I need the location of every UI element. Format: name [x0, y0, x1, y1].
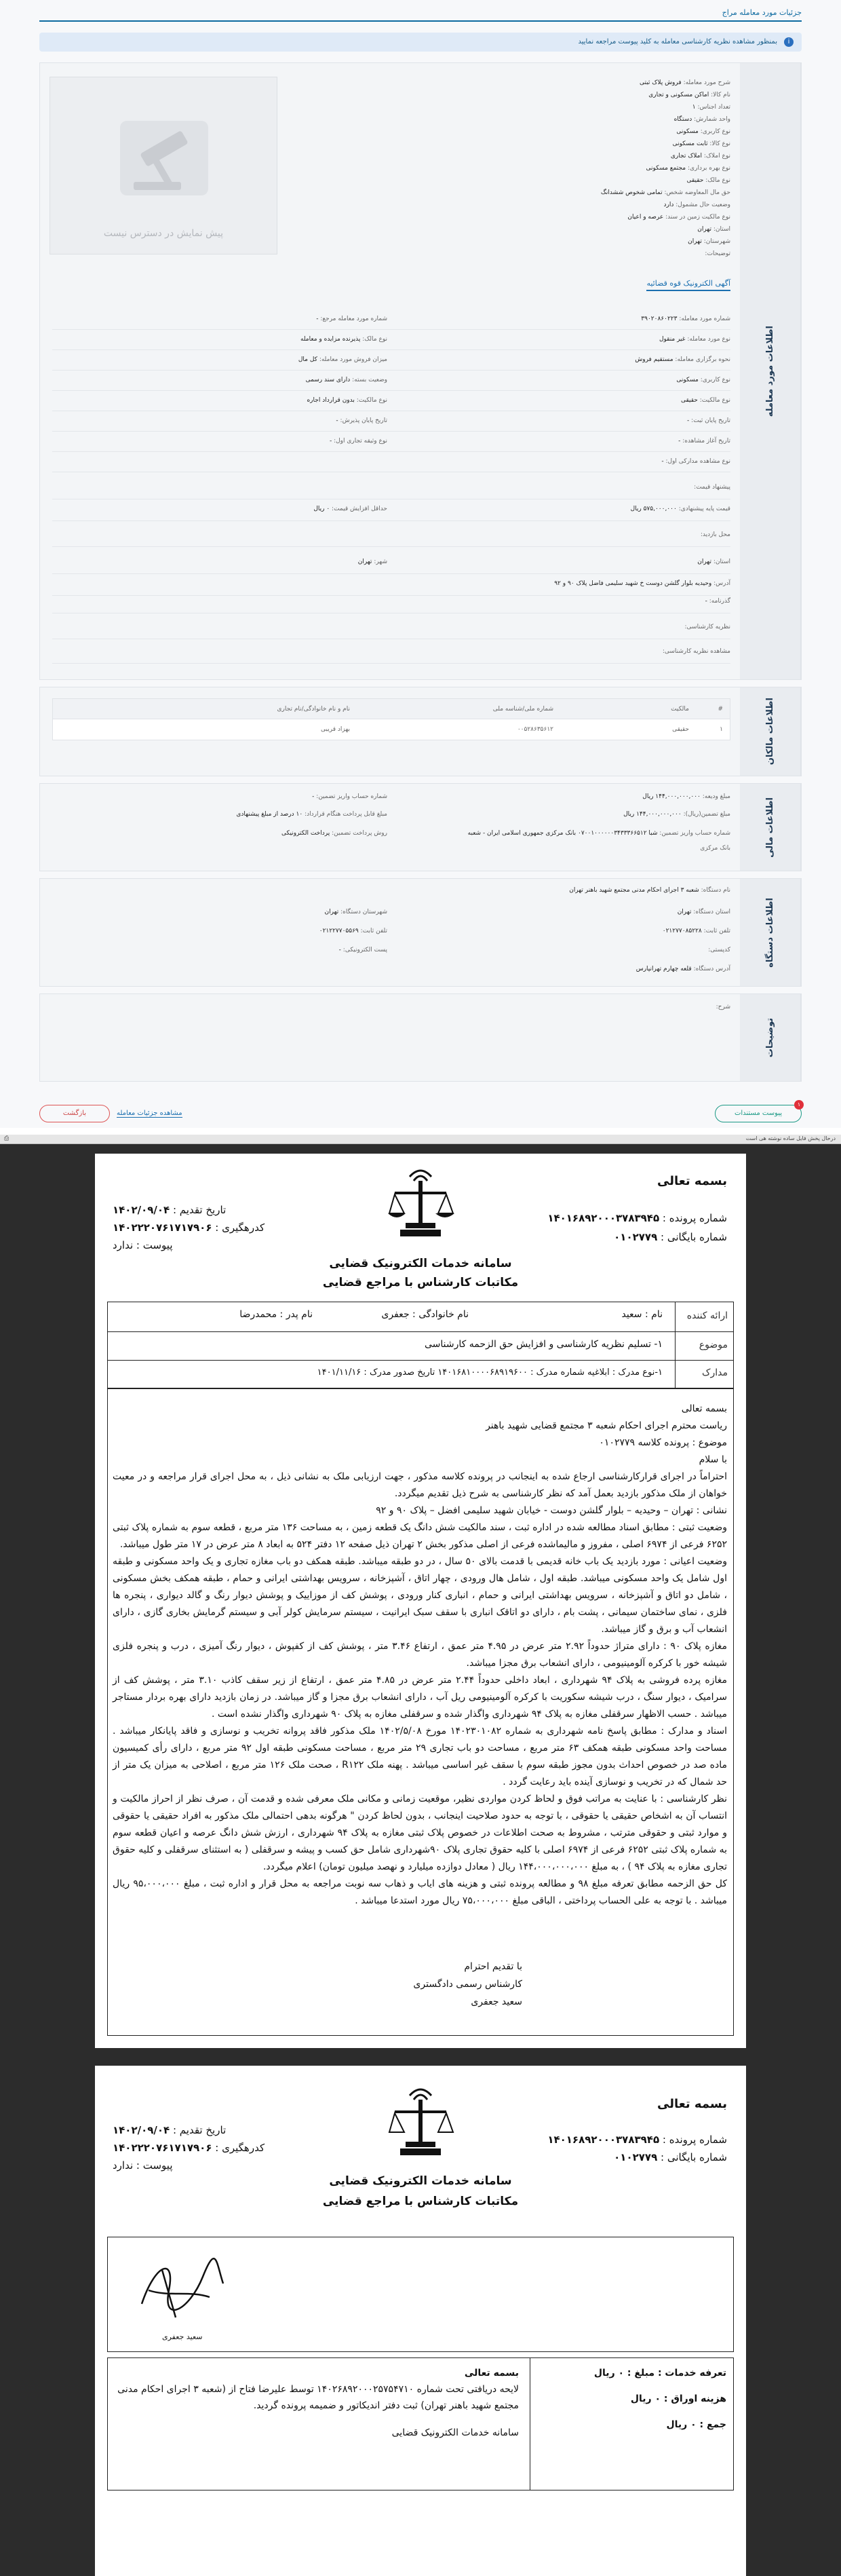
letter-org-2: سامانه خدمات الکترونیک قضایی	[329, 2174, 512, 2188]
submitter-name: نام : سعید	[621, 1309, 663, 1320]
finance-field: روش پرداخت تضمین: پرداخت الکترونیکی	[281, 830, 387, 837]
submitter-row	[108, 1302, 733, 1332]
owner-type: حقیقی	[672, 726, 689, 733]
deal-field: تاریخ پایان پذیرش: -	[336, 417, 387, 424]
divider	[52, 329, 730, 330]
owners-col-index: #	[718, 706, 723, 713]
breadcrumb-divider	[39, 20, 802, 22]
agency-name: نام دستگاه: شعبه ۳ اجرای احکام مدنی مجتمع شهید باهنر تهران	[569, 887, 730, 894]
deal-extra-field: محل بازدید:	[700, 531, 730, 538]
property-detail-item: نام کالا: اماکن مسکونی و تجاری	[648, 92, 730, 98]
toolbar-text: درحال پخش فایل ساده نوشته هی است	[745, 1135, 836, 1141]
table-row	[53, 719, 730, 740]
letter-paragraph: احتراماً در اجرای قرارکارشناسی ارجاع شده به اینجانب در پرونده کلاسه مذکور ، جهت ارزیابی ملک به نشانی ذیل ، به محل اجرای قرار مراجعه و در معیت خواهان از ملک مذکور بازدید بعمل آمد که نظر کارشناسی به شرح ذیل تقدیم میگردد.	[113, 1471, 727, 1499]
deal-field: نحوه برگزاری معامله: مستقیم فروش	[635, 356, 730, 363]
divider	[52, 431, 730, 432]
detail-page	[0, 0, 841, 1128]
case-number-2: شماره پرونده : ۱۴۰۱۶۸۹۲۰۰۰۳۷۸۳۹۴۵	[547, 2134, 727, 2146]
tracking-code: کدرهگیری : ۱۴۰۲۲۲۰۷۶۱۷۱۷۹۰۶	[113, 1221, 265, 1234]
attachment-status-2: پیوست : ندارد	[113, 2159, 173, 2172]
deal-extra-field: آدرس: وحیدیه بلوار گلشن دوست خ شهید سلیمی فاضل پلاک ۹۰ و ۹۲	[554, 580, 730, 587]
property-detail-item: شرح مورد معامله: فروش پلاک ثبتی	[639, 79, 730, 86]
property-detail-item: نوع کاربری: مسکونی	[676, 128, 730, 135]
deal-field: وضعیت بسته: دارای سند رسمی	[305, 377, 387, 383]
info-icon: i	[784, 37, 794, 47]
deal-field: تاریخ آغاز مشاهده: -	[678, 438, 730, 444]
deal-field: نوع مالک: پذیرنده مزایده و معامله	[300, 336, 387, 343]
signature-image	[128, 2250, 230, 2324]
receipt-title: بسمه تعالی	[464, 2368, 519, 2379]
fees-line: تعرفه خدمات : مبلغ : ۰ ریال	[593, 2368, 726, 2379]
owners-table-header	[53, 699, 730, 719]
owner-name: بهزاد قریبی	[321, 726, 350, 733]
notes-label: شرح:	[716, 1004, 730, 1010]
receipt-text: لایحه دریافتی تحت شماره ۱۴۰۲۶۸۹۲۰۰۰۲۵۷۵۴۷۱۰ توسط علیرضا فتاح از (شعبه ۳ اجرای احکام مدنی مجتمع شهید باهنر تهران) ثبت دفتر اندیکاتور و ضمیمه پرونده گردید.	[117, 2384, 519, 2411]
deal-field: شماره مورد معامله: ۳۹۰۲۰۸۶۰۲۲۳	[641, 316, 730, 322]
finance-field: بانک مرکزی	[700, 845, 730, 852]
case-number: شماره پرونده : ۱۴۰۱۶۸۹۲۰۰۰۳۷۸۳۹۴۵	[547, 1212, 727, 1224]
subject-text: ۱- تسلیم نظریه کارشناسی و افزایش حق الزحمه کارشناسی	[424, 1339, 663, 1350]
docs-label: مدارک	[675, 1361, 733, 1388]
deal-extra-field: قیمت پایه پیشنهادی: ۵۷۵,۰۰۰,۰۰۰ ریال	[630, 506, 730, 512]
divider	[52, 573, 730, 574]
agency-field: پست الکترونیکی: -	[338, 947, 387, 953]
receipt-content	[115, 2365, 519, 2441]
letter-paragraph: موضوع : پرونده کلاسه ۰۱۰۲۷۷۹	[599, 1437, 727, 1448]
property-detail-item: تعداد اجناس: ۱	[692, 104, 730, 111]
letter-org-sub: مکاتبات کارشناس با مراجع قضایی	[322, 1276, 519, 1289]
deal-extra-field: حداقل افزایش قیمت: ۰ ریال	[313, 506, 387, 512]
agency-field: کدپستی:	[708, 947, 730, 953]
alert-text: بمنظور مشاهده نظریه کارشناسی معامله به کلید پیوست مراجعه نمایید	[578, 38, 777, 45]
finance-panel	[39, 783, 802, 871]
owners-table	[52, 698, 730, 740]
owners-col-id: شماره ملی/شناسه ملی	[492, 706, 553, 713]
deal-extra-field: گذرنامه: -	[705, 598, 730, 605]
divider	[52, 390, 730, 391]
agency-panel	[39, 878, 802, 987]
deal-field: شماره مورد معامله مرجع: -	[316, 316, 387, 322]
divider	[52, 451, 730, 452]
toolbar-icon[interactable]: ⎙	[4, 1135, 9, 1142]
attachments-label: پیوست مستندات	[734, 1110, 783, 1117]
docs-text: ۱-نوع مدرک : ابلاغیه شماره مدرک : ۱۴۰۱۶۸۱۰۰۰۰۶۸۹۱۹۶۰۰ تاریخ صدور مدرک : ۱۴۰۱/۱۱/۱۶	[317, 1367, 663, 1378]
submitter-father: نام پدر : محمدرضا	[239, 1309, 313, 1320]
deal-info-content	[40, 63, 740, 679]
closing-line: سعید جعفری	[471, 1996, 522, 2007]
letter-paragraph: وضعیت اعیانی : مورد بازدید یک باب خانه قدیمی با قدمت بالای ۵۰ سال ، در دو طبقه میباشد. طبقه همکف دو باب مغازه تجاری و یک واحد مسکونی و طبقه اول شامل یک واحد مسکونی میباشد. طبقه اول ، شامل هال ورودی ، چهار اتاق ، آشپزخانه ، سرویس بهداشتی ایرانی و حمام ، طبقه همکف بخش مسکونی ، شامل دو اتاق و آشپزخانه ، سرویس بهداشتی ایرانی و حمام ، انباری کنار ورودی ، پوشش کف از موزاییک و پوشش دیوار رنگ و گالد دیواری ، پنجره ها فلزی ، نمای ساختمان سیمانی ، پشت بام ، دارای دو اتاقک انباری با سقف سبک ایرانیت ، سیستم سرمایش کولر آبی و سیستم گرمایش بخاری گازی ، دارای انشعاب آب و برق و گاز میباشد.	[113, 1556, 728, 1635]
deal-extra-field: مشاهده نظریه کارشناسی:	[662, 648, 730, 655]
closing-line: با تقدیم احترام	[464, 1961, 522, 1972]
property-detail-item: نوع مالک: حقیقی	[686, 177, 730, 184]
property-detail-item: نوع کالا: ثابت مسکونی	[672, 140, 730, 147]
deal-field: نوع مالکیت: حقیقی	[680, 397, 730, 404]
letter-paragraph: کل حق الزحمه مطابق تعرفه مبلغ ۹۸ و مطالعه پرونده ثبتی و هزینه های ایاب و ذهاب سه نوبت مراجعه به محل قرار و اداره ثبت ، مبلغ ۹۵،۰۰۰،۰۰۰ ریال میباشد . با توجه به علی الحساب پرداختی ، الباقی مبلغ ۷۵،۰۰۰،۰۰۰ ریال مورد استدعا میباشد .	[113, 1878, 727, 1906]
letter-org: سامانه خدمات الکترونیک قضایی	[329, 1257, 512, 1270]
agency-title: اطلاعات دستگاه	[765, 897, 775, 968]
letter-paragraph: مغازه پرده فروشی به پلاک ۹۴ شهرداری ، ابعاد داخلی حدوداً ۲.۴۴ متر عرض در ۴.۸۵ متر عمق ، ارتفاع از زیر سقف کاذب ۳.۱۰ متر ، پوشش کف از سرامیک ، دیوار سنگ ، درب شیشه سکوریت با کرکره آلومینیومی ریل آب ، دارای انشعاب برق مجزا و گاز میباشد. در زمان بازدید دارای بهره بردار مستاجر میباشد . حسب الاظهار سرقفلی مغازه به پلاک ۹۴ شهرداری واگذار شده و سرقفلی مغازه به پلاک ۹۰ شهرداری واگذار نشده است .	[113, 1675, 728, 1720]
finance-field: شماره حساب واریز تضمین: -	[312, 793, 387, 800]
subject-label: موضوع	[675, 1332, 733, 1361]
deal-field: میزان فروش مورد معامله: کل مال	[298, 356, 387, 363]
signature-box	[107, 2237, 734, 2352]
letter-bismillah: بسمه تعالی	[657, 1174, 727, 1188]
property-detail-item: شهرستان: تهران	[688, 238, 730, 245]
letter-page-2	[95, 2066, 746, 2576]
info-alert	[39, 33, 802, 52]
letter-header	[95, 1154, 746, 1299]
divider	[52, 520, 730, 521]
property-detail-item: وضعیت حال مشمول: دارد	[663, 202, 730, 208]
owners-panel	[39, 687, 802, 776]
owners-col-name: نام و نام خانوادگی/نام تجاری	[277, 706, 350, 713]
letter-paragraph: بسمه تعالی	[681, 1403, 727, 1414]
agency-field: تلفن ثابت: ۰۲۱۲۷۷۰۸۵۲۲۸	[662, 928, 730, 934]
ad-link[interactable]: آگهی الکترونیک قوه قضائیه	[646, 279, 730, 291]
owner-id: ۰۰۵۲۸۶۳۵۶۱۲	[517, 726, 553, 733]
letter-bismillah-2: بسمه تعالی	[657, 2097, 727, 2111]
submitter-family: نام خانوادگی : جعفری	[381, 1309, 469, 1320]
image-placeholder	[50, 77, 277, 254]
letter-header-2	[95, 2066, 746, 2211]
letter-paragraph: نشانی : تهران – وحیدیه – بلوار گلشن دوست - خیابان شهید سلیمی افضل – پلاک ۹۰ و ۹۲	[376, 1505, 727, 1516]
submit-date: تاریخ تقدیم : ۱۴۰۲/۰۹/۰۴	[113, 1204, 227, 1216]
breadcrumb[interactable]: جزئیات مورد معامله مراج	[722, 8, 802, 17]
archive-number-2: شماره بایگانی : ۰۱۰۲۷۷۹	[614, 2151, 727, 2163]
letter-paragraph: اسناد و مدارک : مطابق پاسخ نامه شهرداری به شماره ۱۴۰۲۳۰۱۰۸۲ مورخ ۱۴۰۲/۵/۰۸ ملک مذکور فاقد پروانه تخریب و نوسازی و فاقد پایانکار میباشد . مساحت واحد مسکونی طبقه همکف ۶۳ متر مربع ، مساحت دو باب تجاری ۲۹ متر مربع ، مساحت مسکونی طبقه اول ۹۲ متر مربع ، دارای رأی کمیسیون ماده صد در خصوص احداث بدون مجوز طبقه سوم با سقف غیر اساسی میباشد . پهنه ملک R۱۲۲ ، صحت ملک ۱۲۶ متر مربع ، اصلاحی به میزان یک متر از حد شمال که در تخریب و نوسازی آینده باید رعایت گردد .	[113, 1726, 728, 1787]
divider	[52, 349, 730, 350]
agency-field: استان دستگاه: تهران	[677, 909, 730, 915]
paper-fee-line: هزینه اوراق : ۰ ریال	[630, 2393, 726, 2404]
owners-col-type: مالکیت	[671, 706, 689, 713]
letter-page-1	[95, 1154, 746, 2048]
finance-field: مبلغ تضمین(ریال): ۱۴۴,۰۰۰,۰۰۰,۰۰۰ ریال	[623, 811, 730, 818]
finance-title: اطلاعات مالی	[765, 797, 775, 858]
deal-field: نوع مالکیت: بدون قرارداد اجاره	[307, 397, 387, 404]
finance-content	[40, 784, 740, 871]
property-detail-item: نوع مالکیت زمین در سند: عرصه و اعیان	[627, 214, 730, 221]
property-detail-item: نوع بهره برداری: مجتمع مسکونی	[646, 165, 730, 172]
tracking-code-2: کدرهگیری : ۱۴۰۲۲۲۰۷۶۱۷۱۷۹۰۶	[113, 2142, 265, 2154]
owners-content	[40, 687, 740, 776]
finance-field: شماره حساب واریز تضمین: شبا ۰۷۰۰۱۰۰۰۰۰۰۳۴۳۳۳۶۶۵۱۲ بانک مرکزی جمهوری اسلامی ایران - شعبه	[467, 830, 730, 837]
letter-paragraph: ریاست محترم اجرای احکام شعبه ۳ مجتمع قضایی شهید باهنر	[486, 1420, 727, 1431]
deal-details-link[interactable]: مشاهده جزئیات معامله	[117, 1110, 182, 1117]
submitter-label: ارائه کننده	[675, 1302, 733, 1332]
finance-header	[740, 784, 801, 871]
deal-field: نوع مشاهده مدارکی اول: -	[661, 458, 730, 465]
divider	[52, 663, 730, 664]
divider	[52, 546, 730, 547]
deal-extra-field: پیشنهاد قیمت:	[694, 484, 730, 491]
judiciary-emblem-icon	[387, 1169, 454, 1250]
deal-extra-field: استان: تهران	[697, 558, 730, 565]
deal-field: نوع مورد معامله: غیر منقول	[659, 336, 730, 343]
notes-title: توضیحات	[765, 1017, 775, 1058]
property-detail-item: توضیحات:	[705, 250, 730, 257]
fees-column	[530, 2358, 733, 2490]
finance-field: مبلغ ودیعه: ۱۴۴,۰۰۰,۰۰۰,۰۰۰ ریال	[642, 793, 730, 800]
no-image-label: پیش نمایش در دسترس نیست	[103, 228, 224, 239]
back-button[interactable]: بازگشت	[39, 1105, 110, 1122]
judiciary-emblem-icon-2	[387, 2087, 454, 2169]
viewer-toolbar	[0, 1135, 841, 1144]
archive-number: شماره بایگانی : ۰۱۰۲۷۷۹	[614, 1231, 727, 1243]
deal-field: نوع کاربری: مسکونی	[676, 377, 730, 383]
property-detail-item: حق مال المعاوضه شخص: تمامی شخوص ششدانگ	[600, 189, 730, 196]
submit-date-2: تاریخ تقدیم : ۱۴۰۲/۰۹/۰۴	[113, 2124, 227, 2136]
agency-content	[40, 879, 740, 986]
letter-meta-box	[107, 1302, 734, 1388]
notes-content	[40, 994, 740, 1081]
owner-index: ۱	[720, 726, 723, 733]
notes-panel	[39, 993, 802, 1082]
agency-field: تلفن ثابت: ۰۲۱۲۲۷۷۰۵۵۶۹	[319, 928, 387, 934]
subject-row	[108, 1332, 733, 1361]
agency-field: شهرستان دستگاه: تهران	[324, 909, 387, 915]
property-detail-item: نوع املاک: املاک تجاری	[670, 153, 730, 159]
deal-info-title: اطلاعات مورد معامله	[765, 325, 775, 417]
total-line: جمع : ۰ ریال	[666, 2419, 726, 2430]
letter-paragraph: مغازه پلاک ۹۰ : دارای متراژ حدوداً ۲.۹۲ متر عرض در ۴.۹۵ متر عمق ، ارتفاع ۳.۴۶ متر ، پوشش کف از کفپوش ، دیوار رنگ آمیزی ، درب و پنجره فلزی شیشه خور با کرکره آلومینیومی ، دارای انشعاب برق مجزا میباشد.	[113, 1641, 728, 1669]
attachment-status: پیوست : ندارد	[113, 1239, 173, 1251]
signature-caption: سعید جعفری	[162, 2332, 203, 2341]
property-detail-item: واحد شمارش: دستگاه	[673, 116, 730, 123]
gavel-placeholder-icon	[103, 94, 225, 216]
attachments-button[interactable]	[715, 1101, 802, 1122]
agency-field: آدرس دستگاه: قلعه چهارم تهرانپارس	[635, 966, 730, 972]
deal-extra-field: نظریه کارشناسی:	[684, 624, 730, 630]
letter-paragraph: وضعیت ثبتی : مطابق اسناد مطالعه شده در اداره ثبت ، سند مالکیت شش دانگ یک قطعه زمین ، به مساحت ۱۳۶ متر مربع ، قطعه سوم به شماره پلاک ثبتی ۶۲۵۲ فرعی از ۶۹۷۴ اصلی ، مفروز و مالیماشده فرعی از اصلی مذکور بخش ۲ تهران ذیل صفحه ۱۲ دفتر ۵۲۴ به ابعاد ۸ متر عرض در ۱۷ متر طول میباشد.	[113, 1522, 727, 1550]
deal-info-header	[740, 63, 801, 679]
finance-field: مبلغ قابل پرداخت هنگام قرارداد: ۱۰ درصد از مبلغ پیشنهادی	[236, 811, 387, 818]
receipt-footer: سامانه خدمات الکترونیک قضایی	[391, 2427, 519, 2438]
deal-extra-field: شهر: تهران	[357, 558, 387, 565]
divider	[52, 595, 730, 596]
divider	[52, 370, 730, 371]
deal-info-panel	[39, 62, 802, 680]
letter-paragraph: نظر کارشناسی : با عنایت به مراتب فوق و لحاظ کردن مواردی نظیر، موقعیت زمانی و مکانی ملک معرفی شده و قدمت آن ، صرف نظر از احراز مالکیت و انتساب آن به اشخاص حقیقی یا حقوقی ، با توجه به حدود صلاحیت اینجانب ، بدون لحاظ کردن " هرگونه بدهی احتمالی ملک مذکور به افراد حقیقی یا حقوقی و موارد ثبتی و حقوقی مترتب ، مشروط به صحت اطلاعات در خصوص پلاک ثبتی مغازه به پلاک ۹۴ شهرداری ، ارزش شش دانگ عرصه و اعیان قطعه سوم به شماره پلاک ثبتی ۶۲۵۲ فرعی از ۶۹۷۴ اصلی با کلیه حقوق تجاری پلاک ۹۰شهرداری شامل حق کسب و پیشه و سرقفلی ( به استثنای سرقفلی و کلیه حقوق تجاری مغازه به پلاک ۹۴ ) ، به مبلغ ۱۴۴،۰۰۰،۰۰۰،۰۰۰ ریال ( معادل دوازده میلیارد و نهصد میلیون تومان) اعلام میگردد.	[113, 1794, 727, 1872]
deal-field: نوع وثیقه تجاری اول: -	[329, 438, 387, 444]
closing-line: کارشناس رسمی دادگستری	[413, 1979, 522, 1990]
letter-body	[113, 1401, 727, 1910]
deal-field: تاریخ پایان ثبت: -	[687, 417, 730, 424]
owners-title: اطلاعات مالکان	[765, 698, 775, 765]
receipt-box	[107, 2357, 734, 2490]
attachment-count-badge: ۱	[794, 1100, 804, 1110]
owners-header	[740, 687, 801, 776]
agency-header	[740, 879, 801, 986]
letter-paragraph: با سلام	[699, 1454, 727, 1465]
property-detail-item: استان: تهران	[697, 226, 730, 233]
letter-org-sub-2: مکاتبات کارشناس با مراجع قضایی	[322, 2195, 519, 2208]
notes-header	[740, 994, 801, 1081]
